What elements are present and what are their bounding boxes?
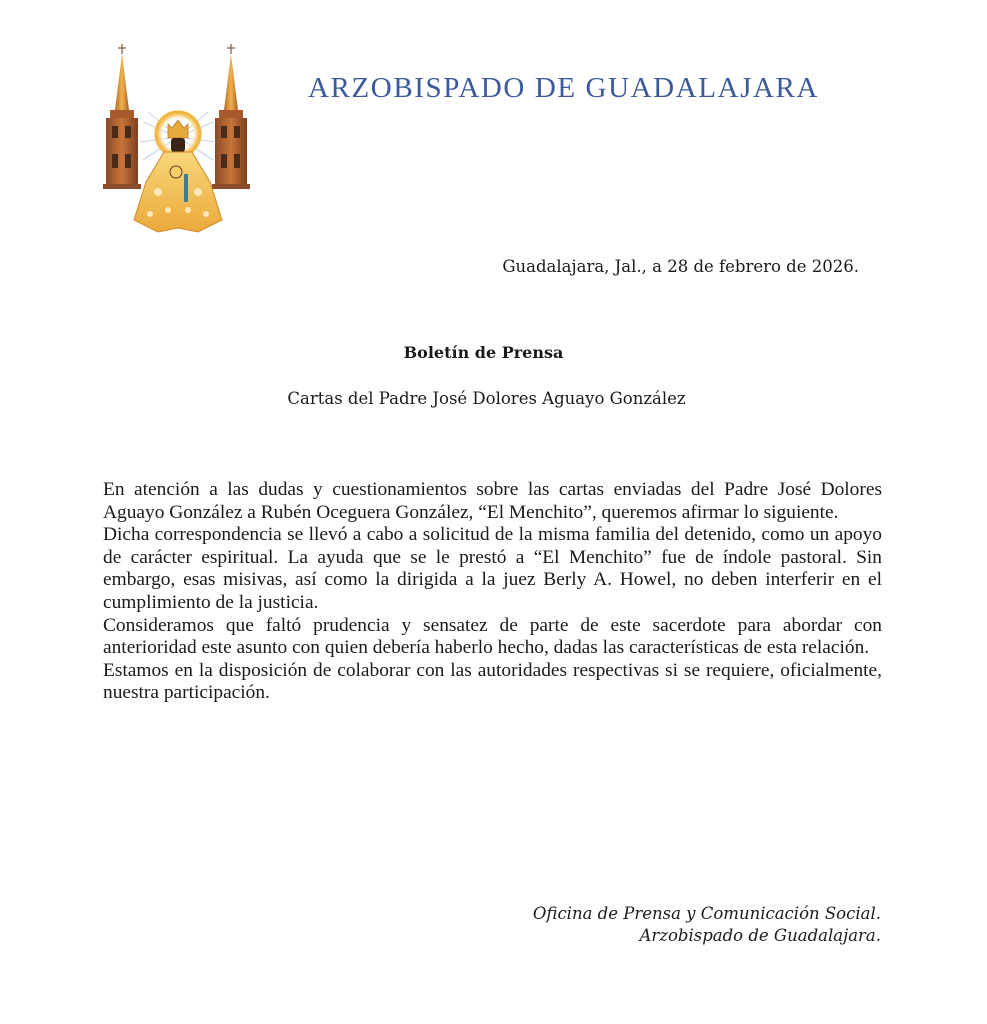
body-paragraph: Consideramos que faltó prudencia y sensatez de parte de este sacerdote para abordar con anterioridad este asunto con quien debería haberlo hecho, dadas las características de esta relación. (103, 614, 882, 659)
press-release-body (103, 479, 882, 705)
body-paragraph: Dicha correspondencia se llevó a cabo a solicitud de la misma familia del detenido, como un apoyo de carácter espiritual. La ayuda que se le prestó a “El Menchito” fue de índole pastoral. Sin embargo, esas misivas, así como la dirigida a la juez Berly A. Howel, no deben interferir en el cumplimiento de la justicia. (103, 524, 882, 613)
archdiocese-logo (98, 42, 258, 252)
date-line: Guadalajara, Jal., a 28 de febrero de 2026. (502, 257, 859, 276)
signature-office: Oficina de Prensa y Comunicación Social. (532, 904, 881, 923)
archdiocese-title: ARZOBISPADO DE GUADALAJARA (308, 72, 820, 104)
bulletin-heading (0, 343, 987, 362)
body-paragraph: Estamos en la disposición de colaborar con las autoridades respectivas si se requiere, oficialmente, nuestra participación. (103, 659, 882, 704)
bulletin-subject-text: Cartas del Padre José Dolores Aguayo González (287, 389, 686, 408)
body-paragraph: En atención a las dudas y cuestionamientos sobre las cartas enviadas del Padre José Dolores Aguayo González a Rubén Oceguera González, “El Menchito”, queremos afirmar lo siguiente. (103, 479, 882, 523)
signature-block (533, 903, 881, 947)
cathedral-virgin-logo-icon (98, 42, 258, 252)
bulletin-subject (0, 389, 987, 408)
signature-organization: Arzobispado de Guadalajara. (639, 926, 881, 945)
bulletin-heading-text: Boletín de Prensa (403, 343, 564, 362)
